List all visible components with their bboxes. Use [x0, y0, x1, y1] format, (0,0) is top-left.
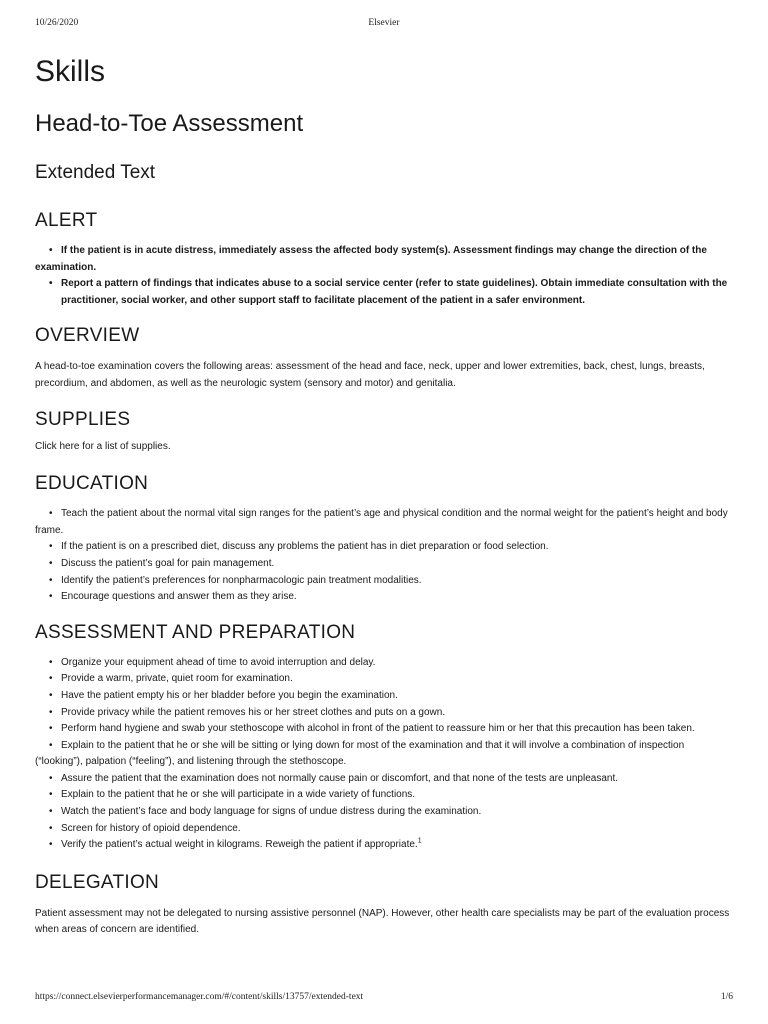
assessment-item: • Provide a warm, private, quiet room for examination. — [35, 671, 733, 688]
print-site-title: Elsevier — [368, 18, 400, 28]
alert-item: • If the patient is in acute distress, immediately assess the affected body system(s). Assessment findings may change the direction of the examination. — [35, 243, 733, 276]
supplies-link[interactable]: Click here for a list of supplies. — [35, 440, 171, 452]
assessment-item: • Organize your equipment ahead of time to avoid interruption and delay. — [35, 655, 733, 672]
assessment-list — [35, 655, 733, 854]
page-title: Skills — [35, 55, 106, 88]
supplies-heading: SUPPLIES — [35, 408, 131, 430]
assessment-item: • Watch the patient’s face and body language for signs of undue distress during the examination. — [35, 804, 733, 821]
assessment-item: • Explain to the patient that he or she will be sitting or lying down for most of the examination and that it will involve a combination of inspection (“looking”), palpation (“feeling”), and listening through the stethoscope. — [35, 738, 733, 771]
education-heading: EDUCATION — [35, 473, 149, 495]
extended-text-heading: Extended Text — [35, 162, 156, 183]
assessment-item: • Explain to the patient that he or she will participate in a wide variety of functions. — [35, 787, 733, 804]
footnote-marker[interactable]: 1 — [417, 837, 422, 845]
print-header — [35, 18, 733, 32]
education-list — [35, 506, 733, 606]
alert-list — [35, 243, 733, 309]
page-number: 1/6 — [720, 992, 733, 1002]
print-date: 10/26/2020 — [35, 18, 79, 28]
delegation-heading: DELEGATION — [35, 871, 160, 893]
skill-title: Head-to-Toe Assessment — [35, 110, 304, 137]
assessment-item-weight — [35, 837, 733, 854]
assessment-heading: ASSESSMENT AND PREPARATION — [35, 621, 356, 643]
assessment-item-text: Verify the patient’s actual weight in kilograms. Reweigh the patient if appropriate. — [61, 839, 418, 851]
print-url: https://connect.elsevierperformancemanager.com/#/content/skills/13757/extended-text — [35, 992, 364, 1002]
education-item: • Identify the patient’s preferences for nonpharmacologic pain treatment modalities. — [35, 573, 733, 590]
education-item: • Encourage questions and answer them as they arise. — [35, 589, 733, 606]
print-footer — [35, 992, 733, 1006]
assessment-item: • Perform hand hygiene and swab your stethoscope with alcohol in front of the patient to reassure him or her that this precaution has been taken. — [35, 721, 733, 738]
document-content — [35, 50, 733, 939]
education-item: • If the patient is on a prescribed diet, discuss any problems the patient has in diet preparation or food selection. — [35, 539, 733, 556]
education-item: • Discuss the patient’s goal for pain management. — [35, 556, 733, 573]
assessment-item: • Provide privacy while the patient removes his or her street clothes and puts on a gown. — [35, 705, 733, 722]
education-item: • Teach the patient about the normal vital sign ranges for the patient’s age and physical condition and the normal weight for the patient’s height and body frame. — [35, 506, 733, 539]
alert-item: • Report a pattern of findings that indicates abuse to a social service center (refer to state guidelines). Obtain immediate consultation with the practitioner, social worker, and other support staff to facilitate placement of the patient in a safer environment. — [35, 276, 733, 309]
delegation-text: Patient assessment may not be delegated to nursing assistive personnel (NAP). However, other health care specialists may be part of the evaluation process when areas of concern are identified. — [35, 907, 730, 936]
assessment-item: • Assure the patient that the examination does not normally cause pain or discomfort, and that none of the tests are unpleasant. — [35, 771, 733, 788]
alert-heading: ALERT — [35, 210, 98, 231]
overview-heading: OVERVIEW — [35, 325, 140, 347]
assessment-item: • Screen for history of opioid dependence. — [35, 821, 733, 838]
overview-text: A head-to-toe examination covers the following areas: assessment of the head and face, neck, upper and lower extremities, back, chest, lungs, breasts, precordium, and abdomen, as well as the neurologic system (sensory and motor) and genitalia. — [35, 361, 705, 389]
assessment-item: • Have the patient empty his or her bladder before you begin the examination. — [35, 688, 733, 705]
